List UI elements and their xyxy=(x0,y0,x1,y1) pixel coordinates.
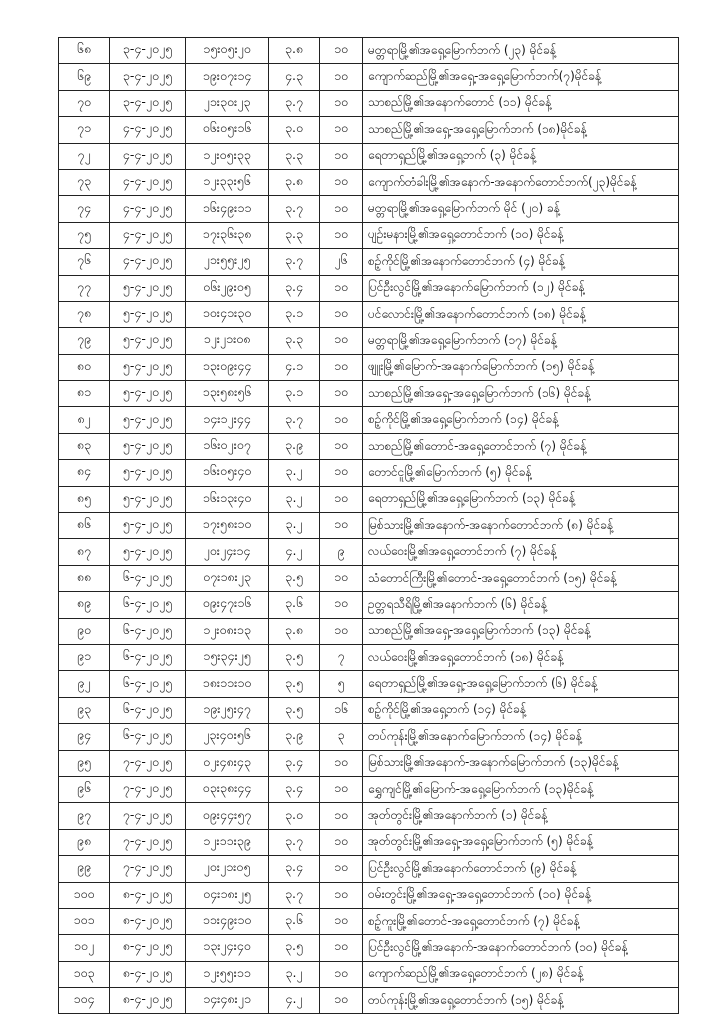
cell-date: ၅-၄-၂၀၂၅ xyxy=(110,513,186,539)
table-row xyxy=(59,618,679,644)
cell-date: ၈-၄-၂၀၂၅ xyxy=(110,935,186,961)
cell-number: ၁၀၁ xyxy=(59,908,110,934)
cell-magnitude: ၃.၇ xyxy=(269,196,320,222)
cell-time: ၂၀း၂၁း၀၅ xyxy=(186,856,269,882)
cell-depth: ၁၀ xyxy=(320,513,363,539)
table-row xyxy=(59,486,679,512)
cell-depth: ၁၀ xyxy=(320,301,363,327)
cell-number: ၁၀၂ xyxy=(59,935,110,961)
cell-location: ပြင်ဦးလွင်မြို့၏အနောက်မြောက်ဘက် (၁၂) မိုင်ခန့် xyxy=(363,275,679,301)
cell-depth: ၁၀ xyxy=(320,803,363,829)
cell-location: အုတ်တွင်းမြို့၏အနောက်ဘက် (၁) မိုင်ခန့် xyxy=(363,803,679,829)
cell-number: ၇၆ xyxy=(59,249,110,275)
table-row xyxy=(59,776,679,802)
table-row xyxy=(59,354,679,380)
cell-location: တပ်ကုန်းမြို့၏အနောက်မြောက်ဘက် (၁၄) မိုင်ခန့် xyxy=(363,724,679,750)
cell-date: ၃-၄-၂၀၂၅ xyxy=(110,64,186,90)
cell-location: ဝမ်းတွင်းမြို့၏အရှေ့-အရှေ့တောင်ဘက် (၁၀) မိုင်ခန့် xyxy=(363,882,679,908)
cell-location: ပြင်ဦးလွင်မြို့၏အနောက်တောင်ဘက် (၉) မိုင်ခန့် xyxy=(363,856,679,882)
cell-time: ၁၉း၀၇း၁၄ xyxy=(186,64,269,90)
cell-time: ၀၂း၄၈း၄၃ xyxy=(186,750,269,776)
cell-location: သာစည်မြို့၏အရှေ့-အရှေ့မြောက်ဘက် (၁၆) မိုင်ခန့် xyxy=(363,381,679,407)
cell-time: ၀၉း၄၇း၁၆ xyxy=(186,592,269,618)
cell-depth: ၁၀ xyxy=(320,354,363,380)
cell-date: ၄-၄-၂၀၂၅ xyxy=(110,196,186,222)
cell-location: ဖျူးမြို့၏မြောက်-အနောက်မြောက်ဘက် (၁၅) မိုင်ခန့် xyxy=(363,354,679,380)
table-row xyxy=(59,882,679,908)
table-row xyxy=(59,460,679,486)
cell-magnitude: ၃.၄ xyxy=(269,750,320,776)
cell-number: ၉၄ xyxy=(59,724,110,750)
cell-magnitude: ၃.၄ xyxy=(269,856,320,882)
cell-location: တောင်ငူမြို့၏မြောက်ဘက် (၅) မိုင်ခန့် xyxy=(363,460,679,486)
cell-time: ၁၈း၁၁း၁၀ xyxy=(186,671,269,697)
cell-time: ၁၂း၀၅း၃၃ xyxy=(186,143,269,169)
cell-time: ၀၉း၄၄း၅၇ xyxy=(186,803,269,829)
cell-time: ၁၂း၂၁း၀၈ xyxy=(186,328,269,354)
cell-location: သံတောင်ကြီးမြို့၏တောင်-အရှေ့တောင်ဘက် (၁၅) မိုင်ခန့် xyxy=(363,565,679,591)
cell-number: ၉၆ xyxy=(59,776,110,802)
cell-date: ၆-၄-၂၀၂၅ xyxy=(110,565,186,591)
cell-number: ၇၄ xyxy=(59,196,110,222)
cell-magnitude: ၃.၄ xyxy=(269,275,320,301)
cell-date: ၅-၄-၂၀၂၅ xyxy=(110,328,186,354)
cell-location: ရေတာရှည်မြို့၏အရှေ့မြောက်ဘက် (၁၃) မိုင်ခန့် xyxy=(363,486,679,512)
table-row xyxy=(59,90,679,116)
table-row xyxy=(59,671,679,697)
cell-time: ၁၃း၂၄း၄၀ xyxy=(186,935,269,961)
table-row xyxy=(59,988,679,1014)
cell-number: ၉၂ xyxy=(59,671,110,697)
cell-location: ကျောက်ဆည်မြို့၏အရှေ့-အရှေ့မြောက်ဘက်(၇)မိုင်ခန့် xyxy=(363,64,679,90)
cell-magnitude: ၃.၈ xyxy=(269,618,320,644)
cell-location: အုတ်တွင်းမြို့၏အရှေ့-အရှေ့မြောက်ဘက် (၅) မိုင်ခန့် xyxy=(363,829,679,855)
table-row xyxy=(59,433,679,459)
cell-depth: ၁၀ xyxy=(320,460,363,486)
cell-magnitude: ၃.၅ xyxy=(269,644,320,670)
cell-date: ၆-၄-၂၀၂၅ xyxy=(110,618,186,644)
cell-depth: ၅ xyxy=(320,671,363,697)
cell-time: ၁၁း၄၉း၁၀ xyxy=(186,908,269,934)
cell-depth: ၁၀ xyxy=(320,829,363,855)
cell-number: ၈၆ xyxy=(59,513,110,539)
cell-date: ၄-၄-၂၀၂၅ xyxy=(110,143,186,169)
table-row xyxy=(59,856,679,882)
cell-date: ၇-၄-၂၀၂၅ xyxy=(110,776,186,802)
cell-time: ၀၃း၃၈း၄၄ xyxy=(186,776,269,802)
cell-date: ၈-၄-၂၀၂၅ xyxy=(110,882,186,908)
cell-depth: ၁၀ xyxy=(320,776,363,802)
cell-depth: ၁၀ xyxy=(320,856,363,882)
cell-time: ၁၇း၃၆း၃၈ xyxy=(186,222,269,248)
cell-number: ၇၀ xyxy=(59,90,110,116)
cell-magnitude: ၃.၂ xyxy=(269,486,320,512)
cell-depth: ၁၀ xyxy=(320,882,363,908)
cell-location: ပင်လောင်းမြို့၏အနောက်တောင်ဘက် (၁၈) မိုင်ခန့် xyxy=(363,301,679,327)
cell-magnitude: ၃.၇ xyxy=(269,407,320,433)
table-row xyxy=(59,38,679,64)
cell-magnitude: ၄.၃ xyxy=(269,64,320,90)
cell-time: ၁၆း၄၉း၁၁ xyxy=(186,196,269,222)
earthquake-table-body xyxy=(59,38,679,1014)
cell-depth: ၁၀ xyxy=(320,961,363,987)
cell-magnitude: ၃.၂ xyxy=(269,961,320,987)
cell-location: ပျဉ်းမနားမြို့၏အရှေ့တောင်ဘက် (၁၀) မိုင်ခန့် xyxy=(363,222,679,248)
cell-number: ၈၃ xyxy=(59,433,110,459)
cell-depth: ၁၀ xyxy=(320,275,363,301)
table-row xyxy=(59,961,679,987)
cell-magnitude: ၃.၁ xyxy=(269,301,320,327)
cell-magnitude: ၃.၃ xyxy=(269,222,320,248)
cell-number: ၁၀၃ xyxy=(59,961,110,987)
cell-time: ၁၃း၀၉း၄၄ xyxy=(186,354,269,380)
cell-location: မတ္တရာမြို့၏အရှေ့မြောက်ဘက် (၁၇) မိုင်ခန့် xyxy=(363,328,679,354)
cell-time: ၁၆း၁၃း၄၀ xyxy=(186,486,269,512)
cell-number: ၈၁ xyxy=(59,381,110,407)
earthquake-table xyxy=(58,37,679,1014)
cell-depth: ၁၀ xyxy=(320,908,363,934)
cell-depth: ၁၀ xyxy=(320,433,363,459)
cell-depth: ၁၀ xyxy=(320,64,363,90)
cell-number: ၇၃ xyxy=(59,169,110,195)
cell-depth: ၁၀ xyxy=(320,196,363,222)
cell-location: ဥတ္တရသီရိမြို့၏အနောက်ဘက် (၆) မိုင်ခန့် xyxy=(363,592,679,618)
cell-time: ၁၆း၀၂း၀၇ xyxy=(186,433,269,459)
table-row xyxy=(59,697,679,723)
cell-number: ၈၇ xyxy=(59,539,110,565)
cell-magnitude: ၃.၃ xyxy=(269,143,320,169)
cell-magnitude: ၃.၅ xyxy=(269,935,320,961)
cell-magnitude: ၃.၂ xyxy=(269,460,320,486)
cell-location: စဉ့်ကိုင်မြို့၏အရှေ့မြောက်ဘက် (၁၄) မိုင်ခန့် xyxy=(363,407,679,433)
table-row xyxy=(59,64,679,90)
cell-date: ၅-၄-၂၀၂၅ xyxy=(110,301,186,327)
cell-location: သာစည်မြို့၏အရှေ့-အရှေ့မြောက်ဘက် (၁၃) မိုင်ခန့် xyxy=(363,618,679,644)
cell-number: ၇၅ xyxy=(59,222,110,248)
cell-magnitude: ၃.၇ xyxy=(269,829,320,855)
cell-time: ၁၄း၄၈း၂၁ xyxy=(186,988,269,1014)
cell-date: ၆-၄-၂၀၂၅ xyxy=(110,592,186,618)
cell-depth: ၁၀ xyxy=(320,618,363,644)
cell-magnitude: ၄.၁ xyxy=(269,354,320,380)
cell-number: ၉၅ xyxy=(59,750,110,776)
cell-time: ၁၄း၁၂း၄၄ xyxy=(186,407,269,433)
cell-depth: ၁၀ xyxy=(320,486,363,512)
cell-magnitude: ၃.၂ xyxy=(269,513,320,539)
table-row xyxy=(59,328,679,354)
cell-number: ၇၉ xyxy=(59,328,110,354)
cell-depth: ၁၀ xyxy=(320,565,363,591)
cell-magnitude: ၃.၇ xyxy=(269,90,320,116)
cell-number: ၁၀၄ xyxy=(59,988,110,1014)
cell-date: ၅-၄-၂၀၂၅ xyxy=(110,354,186,380)
cell-depth: ၁၀ xyxy=(320,222,363,248)
cell-magnitude: ၃.၁ xyxy=(269,381,320,407)
cell-magnitude: ၃.၆ xyxy=(269,908,320,934)
cell-date: ၆-၄-၂၀၂၅ xyxy=(110,671,186,697)
table-row xyxy=(59,169,679,195)
table-row xyxy=(59,381,679,407)
cell-date: ၇-၄-၂၀၂၅ xyxy=(110,829,186,855)
cell-depth: ၁၀ xyxy=(320,90,363,116)
cell-number: ၉၃ xyxy=(59,697,110,723)
cell-depth: ၁၀ xyxy=(320,143,363,169)
cell-depth: ၁၀ xyxy=(320,328,363,354)
cell-time: ၁၅း၀၅း၂၀ xyxy=(186,38,269,64)
cell-location: သာစည်မြို့၏အနောက်တောင် (၁၁) မိုင်ခန့် xyxy=(363,90,679,116)
cell-time: ၁၉း၂၅း၄၇ xyxy=(186,697,269,723)
table-row xyxy=(59,196,679,222)
table-row xyxy=(59,592,679,618)
table-row xyxy=(59,750,679,776)
cell-number: ၇၇ xyxy=(59,275,110,301)
cell-depth: ၁၀ xyxy=(320,592,363,618)
cell-time: ၁၆း၀၅း၄၀ xyxy=(186,460,269,486)
cell-time: ၂၁း၅၅း၂၅ xyxy=(186,249,269,275)
cell-date: ၅-၄-၂၀၂၅ xyxy=(110,539,186,565)
cell-date: ၃-၄-၂၀၂၅ xyxy=(110,38,186,64)
cell-magnitude: ၃.၉ xyxy=(269,724,320,750)
cell-depth: ၃ xyxy=(320,724,363,750)
table-row xyxy=(59,935,679,961)
cell-number: ၈၅ xyxy=(59,486,110,512)
cell-date: ၃-၄-၂၀၂၅ xyxy=(110,90,186,116)
cell-date: ၄-၄-၂၀၂၅ xyxy=(110,169,186,195)
cell-depth: ၁၀ xyxy=(320,988,363,1014)
cell-depth: ၁၀ xyxy=(320,117,363,143)
table-row xyxy=(59,539,679,565)
cell-number: ၇၁ xyxy=(59,117,110,143)
cell-number: ၉၈ xyxy=(59,829,110,855)
cell-time: ၀၆း၀၅း၁၆ xyxy=(186,117,269,143)
cell-date: ၄-၄-၂၀၂၅ xyxy=(110,249,186,275)
cell-location: တပ်ကုန်းမြို့၏အရှေ့တောင်ဘက် (၁၅) မိုင်ခန့် xyxy=(363,988,679,1014)
cell-time: ၂၁း၃၀း၂၃ xyxy=(186,90,269,116)
cell-magnitude: ၄.၂ xyxy=(269,539,320,565)
cell-location: မြစ်သားမြို့၏အနောက်-အနောက်မြောက်ဘက် (၁၃)မိုင်ခန့် xyxy=(363,750,679,776)
cell-date: ၅-၄-၂၀၂၅ xyxy=(110,460,186,486)
table-row xyxy=(59,275,679,301)
cell-magnitude: ၃.၈ xyxy=(269,169,320,195)
cell-number: ၈၈ xyxy=(59,565,110,591)
cell-date: ၈-၄-၂၀၂၅ xyxy=(110,908,186,934)
table-row xyxy=(59,407,679,433)
cell-location: မတ္တရာမြို့၏အရှေ့မြောက်ဘက် (၂၃) မိုင်ခန့် xyxy=(363,38,679,64)
cell-number: ၇၈ xyxy=(59,301,110,327)
cell-magnitude: ၄.၂ xyxy=(269,988,320,1014)
cell-time: ၁၅း၃၄း၂၅ xyxy=(186,644,269,670)
table-row xyxy=(59,513,679,539)
cell-date: ၆-၄-၂၀၂၅ xyxy=(110,644,186,670)
cell-location: သာစည်မြို့၏အရှေ့-အရှေ့မြောက်ဘက် (၁၈)မိုင်ခန့် xyxy=(363,117,679,143)
cell-magnitude: ၃.၄ xyxy=(269,776,320,802)
cell-number: ၉၉ xyxy=(59,856,110,882)
cell-number: ၈၀ xyxy=(59,354,110,380)
cell-date: ၈-၄-၂၀၂၅ xyxy=(110,961,186,987)
table-row xyxy=(59,908,679,934)
cell-time: ၁၀း၄၁း၃၀ xyxy=(186,301,269,327)
cell-time: ၀၄း၁၈း၂၅ xyxy=(186,882,269,908)
cell-magnitude: ၃.၆ xyxy=(269,592,320,618)
cell-date: ၈-၄-၂၀၂၅ xyxy=(110,988,186,1014)
cell-depth: ၁၀ xyxy=(320,381,363,407)
cell-number: ၈၄ xyxy=(59,460,110,486)
cell-number: ၉၁ xyxy=(59,644,110,670)
cell-number: ၈၂ xyxy=(59,407,110,433)
cell-depth: ၁၀ xyxy=(320,750,363,776)
cell-depth: ၂၆ xyxy=(320,249,363,275)
cell-time: ၀၆း၂၉း၀၅ xyxy=(186,275,269,301)
cell-magnitude: ၃.၉ xyxy=(269,433,320,459)
cell-magnitude: ၃.၅ xyxy=(269,565,320,591)
cell-location: ကျောက်တံခါးမြို့၏အနောက်-အနောက်တောင်ဘက်(၂၃)မိုင်ခန့် xyxy=(363,169,679,195)
cell-number: ၆၉ xyxy=(59,64,110,90)
cell-number: ၆၈ xyxy=(59,38,110,64)
cell-depth: ၁၀ xyxy=(320,38,363,64)
cell-time: ၁၂း၀၈း၁၃ xyxy=(186,618,269,644)
table-row xyxy=(59,644,679,670)
table-row xyxy=(59,829,679,855)
cell-magnitude: ၃.၇ xyxy=(269,882,320,908)
cell-date: ၇-၄-၂၀၂၅ xyxy=(110,856,186,882)
cell-location: မြစ်သားမြို့၏အနောက်-အနောက်တောင်ဘက် (၈) မိုင်ခန့် xyxy=(363,513,679,539)
cell-date: ၄-၄-၂၀၂၅ xyxy=(110,222,186,248)
cell-location: လယ်ဝေးမြို့၏အရှေ့တောင်ဘက် (၇) မိုင်ခန့် xyxy=(363,539,679,565)
cell-time: ၀၇း၁၈း၂၃ xyxy=(186,565,269,591)
cell-magnitude: ၃.၀ xyxy=(269,117,320,143)
table-row xyxy=(59,803,679,829)
cell-depth: ၁၆ xyxy=(320,697,363,723)
cell-location: စဉ့်ကိုင်မြို့၏အနောက်တောင်ဘက် (၄) မိုင်ခန့် xyxy=(363,249,679,275)
table-row xyxy=(59,222,679,248)
cell-time: ၁၃း၅၈း၅၆ xyxy=(186,381,269,407)
cell-magnitude: ၃.၀ xyxy=(269,803,320,829)
cell-number: ၈၉ xyxy=(59,592,110,618)
cell-date: ၄-၄-၂၀၂၅ xyxy=(110,117,186,143)
table-row xyxy=(59,143,679,169)
cell-location: ပြင်ဦးလွင်မြို့၏အနောက်-အနောက်တောင်ဘက် (၁၀) မိုင်ခန့် xyxy=(363,935,679,961)
cell-time: ၂၃း၄၀း၅၆ xyxy=(186,724,269,750)
cell-location: ရွှေကျင်မြို့၏မြောက်-အရှေ့မြောက်ဘက် (၁၃)မိုင်ခန့် xyxy=(363,776,679,802)
cell-date: ၇-၄-၂၀၂၅ xyxy=(110,750,186,776)
cell-time: ၂၀း၂၄း၁၄ xyxy=(186,539,269,565)
cell-date: ၆-၄-၂၀၂၅ xyxy=(110,697,186,723)
cell-date: ၆-၄-၂၀၂၅ xyxy=(110,724,186,750)
cell-location: သာစည်မြို့၏တောင်-အရှေ့တောင်ဘက် (၇) မိုင်ခန့် xyxy=(363,433,679,459)
cell-time: ၁၂း၁၁း၃၉ xyxy=(186,829,269,855)
cell-time: ၁၂း၃၃း၅၆ xyxy=(186,169,269,195)
table-row xyxy=(59,724,679,750)
cell-magnitude: ၃.၇ xyxy=(269,249,320,275)
cell-depth: ၁၀ xyxy=(320,407,363,433)
cell-number: ၉၇ xyxy=(59,803,110,829)
cell-location: လယ်ဝေးမြို့၏အရှေ့တောင်ဘက် (၁၈) မိုင်ခန့် xyxy=(363,644,679,670)
cell-time: ၁၂း၅၅း၁၁ xyxy=(186,961,269,987)
cell-location: စဉ့်ကူးမြို့၏တောင်-အရှေ့တောင်ဘက် (၇) မိုင်ခန့် xyxy=(363,908,679,934)
cell-location: ရေတာရှည်မြို့၏အရှေ့ဘက် (၃) မိုင်ခန့် xyxy=(363,143,679,169)
cell-magnitude: ၃.၃ xyxy=(269,328,320,354)
cell-depth: ၉ xyxy=(320,539,363,565)
cell-location: ရေတာရှည်မြို့၏အရှေ့-အရှေ့မြောက်ဘက် (၆) မိုင်ခန့် xyxy=(363,671,679,697)
table-row xyxy=(59,565,679,591)
cell-date: ၅-၄-၂၀၂၅ xyxy=(110,486,186,512)
cell-location: မတ္တရာမြို့၏အရှေ့မြောက်ဘက် မိုင် (၂၀) ခန့် xyxy=(363,196,679,222)
cell-depth: ၇ xyxy=(320,644,363,670)
cell-depth: ၁၀ xyxy=(320,935,363,961)
cell-magnitude: ၃.၅ xyxy=(269,671,320,697)
cell-time: ၁၇း၅၈း၁၀ xyxy=(186,513,269,539)
cell-magnitude: ၃.၈ xyxy=(269,38,320,64)
cell-depth: ၁၀ xyxy=(320,169,363,195)
cell-number: ၉၀ xyxy=(59,618,110,644)
cell-number: ၇၂ xyxy=(59,143,110,169)
cell-date: ၅-၄-၂၀၂၅ xyxy=(110,275,186,301)
cell-date: ၅-၄-၂၀၂၅ xyxy=(110,381,186,407)
cell-number: ၁၀၀ xyxy=(59,882,110,908)
cell-date: ၇-၄-၂၀၂၅ xyxy=(110,803,186,829)
table-row xyxy=(59,249,679,275)
cell-location: စဉ့်ကိုင်မြို့၏အရှေ့ဘက် (၁၄) မိုင်ခန့် xyxy=(363,697,679,723)
cell-date: ၅-၄-၂၀၂၅ xyxy=(110,407,186,433)
cell-date: ၅-၄-၂၀၂၅ xyxy=(110,433,186,459)
cell-location: ကျောက်ဆည်မြို့၏အရှေ့တောင်ဘက် (၂၈) မိုင်ခန့် xyxy=(363,961,679,987)
cell-magnitude: ၃.၅ xyxy=(269,697,320,723)
table-row xyxy=(59,117,679,143)
table-row xyxy=(59,301,679,327)
